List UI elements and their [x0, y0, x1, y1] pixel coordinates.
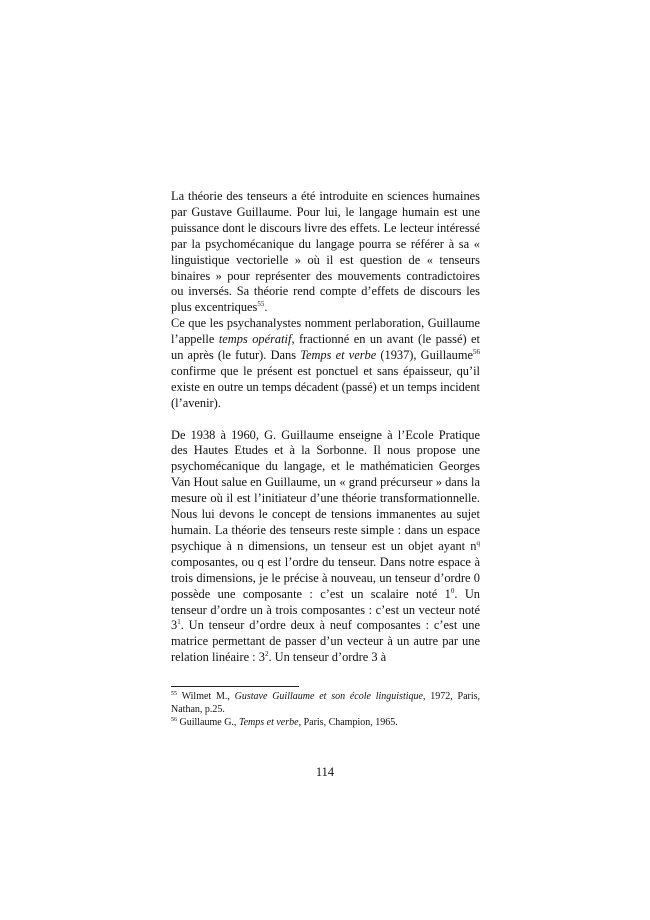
footnotes	[171, 690, 480, 729]
footnote-author: Wilmet M.,	[181, 691, 235, 702]
exponent: 2	[264, 650, 269, 659]
emphasis: temps opératif	[218, 332, 292, 347]
footnote-author: Guillaume G.,	[179, 717, 239, 728]
footnote-ref-56[interactable]: 56	[472, 348, 480, 357]
footnote-56	[171, 716, 480, 729]
exponent: q	[476, 538, 480, 547]
emphasis: Temps et verbe	[300, 348, 377, 363]
paragraph-guillaume-enseigne	[171, 428, 480, 667]
text-run: , fractionné en un avant (le passé) et un après (le futur). Dans	[171, 332, 480, 363]
text-run: La théorie des tenseurs a été introduite en sciences humaines par Gustave Guillaume. Pour lui, le langage humain est une puissance dont le discours livre des effets. Le lecteur intéressé par la psychomécanique du langage pourra se référer à sa « linguistique vectorielle » où il est question de « tenseurs binaires » pour représenter des mouvements contradictoires ou inversés. Sa théorie rend compte d’effets de discours les plus excentriques	[171, 189, 480, 315]
footnote-title: Temps et verbe	[238, 717, 299, 728]
page-number: 114	[315, 765, 335, 779]
footnote-number: 56	[171, 717, 177, 723]
text-run: confirme que le présent est ponctuel et sans épaisseur, qu’il existe en outre un temps décadent (passé) et un temps incident (l’avenir).	[171, 363, 480, 410]
text-run: composantes, ou q est l’ordre du tenseur. Dans notre espace à trois dimensions, je le précise à nouveau, un tenseur d’ordre 0 possède une composante : c’est un scalaire noté 1	[171, 554, 480, 601]
footnote-separator	[171, 686, 299, 687]
exponent: 1	[177, 618, 181, 627]
text-run: . Un tenseur d’ordre un à trois composantes : c’est un vecteur noté 3	[171, 586, 480, 633]
footnote-55	[171, 690, 480, 716]
exponent: 0	[450, 586, 455, 595]
body-text	[171, 189, 480, 666]
footnote-number: 55	[171, 691, 177, 697]
text-run: De 1938 à 1960, G. Guillaume enseigne à l’Ecole Pratique des Hautes Etudes et à la Sorbonne. Il nous propose une psychomécanique du langage, et le mathématicien Georges Van Hout salue en Guillaume, un « grand précurseur » dans la mesure où il est l’initiateur d’une théorie transformationnelle. Nous lui devons le concept de tensions immanentes au sujet humain. La théorie des tenseurs reste simple : dans un espace psychique à n dimensions, un tenseur est un objet ayant n	[171, 427, 480, 553]
footnote-title: Gustave Guillaume et son école linguistique	[234, 691, 423, 702]
text-run: (1937), Guillaume	[376, 348, 473, 363]
footnote-ref-55[interactable]: 55	[257, 300, 265, 309]
text-run: . Un tenseur d’ordre 3 à	[268, 650, 387, 665]
footnote-details: , 1972, Paris, Nathan, p.25.	[171, 691, 481, 715]
text-run: . Un tenseur d’ordre deux à neuf composantes : c’est une matrice permettant de passer d’un vecteur à un autre par une relation linéaire : 3	[171, 618, 480, 665]
text-run: Ce que les psychanalystes nomment perlaboration, Guillaume l’appelle	[171, 316, 480, 347]
text-run: .	[264, 300, 268, 315]
footnote-details: , Paris, Champion, 1965.	[298, 717, 398, 728]
paragraph-perlaboration	[171, 316, 480, 411]
paragraph-theorie-tenseurs	[171, 189, 480, 316]
